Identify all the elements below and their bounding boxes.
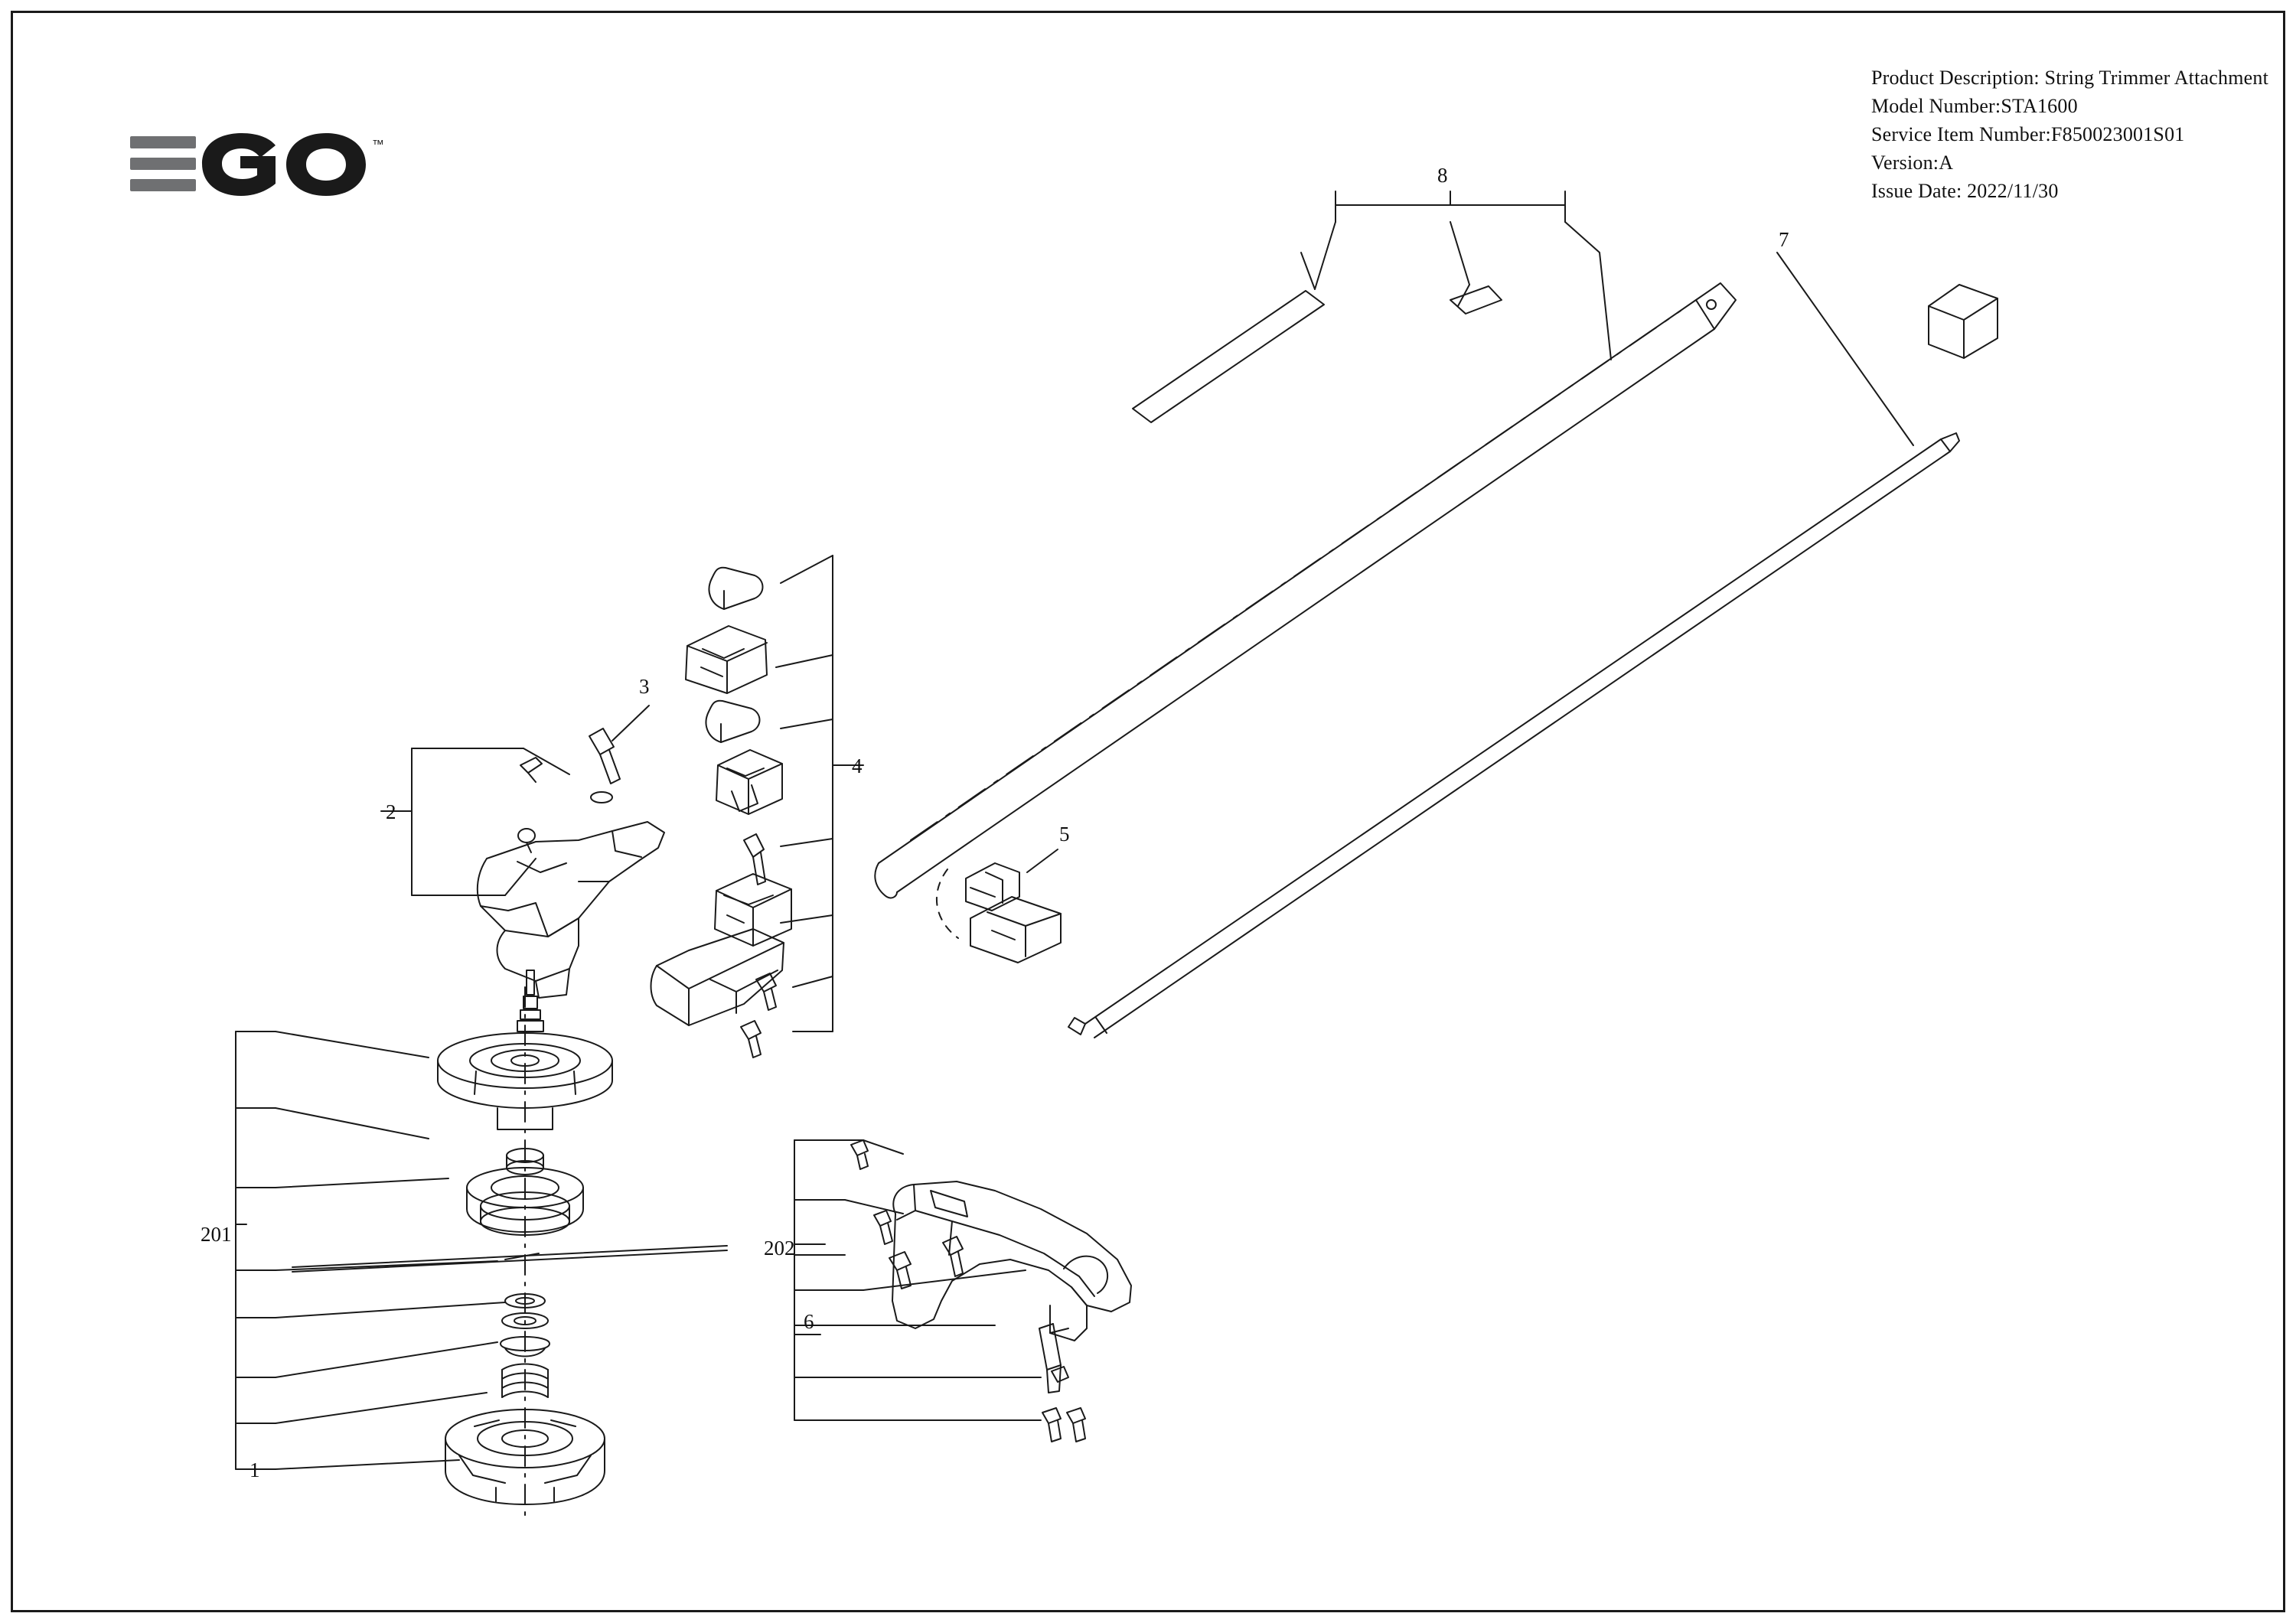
part-screw-202a <box>851 1140 868 1169</box>
part-end-cap-top <box>709 568 763 609</box>
part-bracket-mid <box>716 750 782 814</box>
part-coupler-sleeve <box>1929 285 1998 358</box>
group-201-bracket <box>236 1031 505 1469</box>
part-blade-screw-c <box>1067 1408 1085 1442</box>
part-cover-upper <box>686 626 767 693</box>
part-screw-202d <box>943 1237 963 1276</box>
part-screw-3-washer <box>591 792 612 803</box>
part-label-sticker <box>1133 291 1324 422</box>
group-4-bracket <box>776 556 863 1031</box>
part-end-cap-mid <box>706 701 760 742</box>
model-number: Model Number:STA1600 <box>1870 94 2078 117</box>
part-latch-upper <box>966 863 1019 911</box>
callout-202: 202 <box>764 1237 795 1260</box>
part-latch-lower <box>970 897 1061 963</box>
service-item-number: Service Item Number:F850023001S01 <box>1870 122 2185 145</box>
part-motor-head-housing <box>478 822 664 998</box>
part-shaft-housing <box>651 929 784 1025</box>
svg-text:™: ™ <box>372 139 384 152</box>
part-debris-guard <box>892 1181 1131 1341</box>
part-trimmer-line <box>292 1246 727 1272</box>
part-screw-4b <box>741 1021 761 1058</box>
version: Version:A <box>1870 151 1954 174</box>
leader-8a <box>1301 253 1315 289</box>
product-description: Product Description: String Trimmer Attachment <box>1870 67 2268 89</box>
leader-3 <box>612 706 649 741</box>
callout-3: 3 <box>639 675 650 698</box>
callout-7: 7 <box>1779 228 1789 251</box>
callout-8: 8 <box>1437 164 1448 187</box>
callout-2: 2 <box>386 800 396 823</box>
callout-4: 4 <box>852 754 863 777</box>
leader-5 <box>1027 849 1058 872</box>
part-screw-2b <box>518 829 535 852</box>
callout-6: 6 <box>804 1310 814 1333</box>
part-screw-4a <box>756 973 776 1010</box>
issue-date: Issue Date: 2022/11/30 <box>1870 179 2059 202</box>
callout-8-bracket <box>1336 191 1565 222</box>
group-2-bracket <box>381 748 523 895</box>
callout-1: 1 <box>249 1458 260 1481</box>
group-202-bracket <box>794 1140 1041 1420</box>
part-drive-shaft-rod <box>1068 433 1959 1038</box>
leader-7 <box>1777 253 1913 445</box>
part-upper-shaft-tube <box>875 283 1736 898</box>
callout-201: 201 <box>201 1223 232 1246</box>
part-lower-cover <box>715 874 791 946</box>
part-screw-202b <box>874 1211 892 1244</box>
part-screw-2a <box>520 758 542 782</box>
part-blade-screw-b <box>1042 1408 1061 1442</box>
part-small-sticker <box>1450 286 1502 314</box>
callout-5: 5 <box>1059 823 1070 846</box>
